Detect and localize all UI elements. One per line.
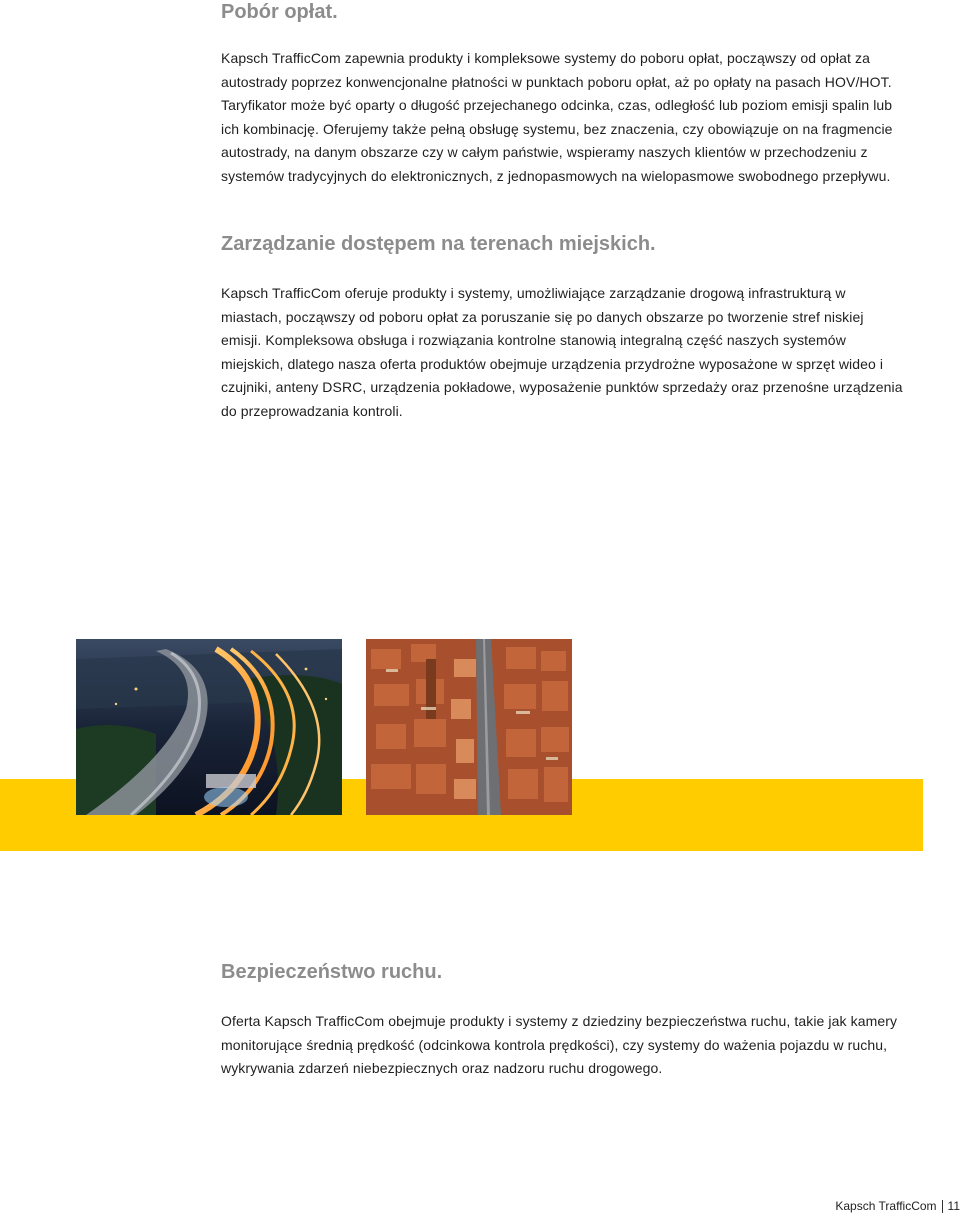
text-line: ich kombinację. Oferujemy także pełną obsługę systemu, bez znaczenia, czy obowiązuje on na fragmencie (221, 120, 893, 137)
highway-night-illustration (76, 639, 342, 815)
text-line: czujniki, anteny DSRC, urządzenia pokładowe, wyposażenie punktów sprzedaży oraz przenośne urządzenia (221, 379, 903, 395)
text-line: autostrady, na danym obszarze czy w całym państwie, wspieramy naszych klientów w przechodzeniu z (221, 144, 868, 160)
text-line: autostrady poprzez konwencjonalne płatności w punktach poboru opłat, aż po opłaty na pasach HOV/HOT. (221, 73, 892, 90)
text-line: miastach, począwszy od poboru opłat za poruszanie się po danych obszarze po tworzenie stref niskiej (221, 308, 864, 325)
text-line: Taryfikator może być oparty o długość przejechanego odcinka, czas, odległość lub poziom emisji spalin lub (221, 97, 893, 113)
section-heading-urban-access: Zarządzanie dostępem na terenach miejskich. (221, 233, 656, 255)
section-body-toll-collection (221, 47, 933, 188)
highway-night-photo (76, 639, 342, 815)
page-number: 11 (947, 1199, 960, 1213)
city-aerial-photo (366, 639, 572, 815)
text-line: miejskich, dlatego nasza oferta produktów obejmuje urządzenia przydrożne wyposażone w sprzęt wideo i (221, 355, 884, 372)
section-body-road-safety (221, 1010, 933, 1081)
text-line: Kapsch TrafficCom oferuje produkty i systemy, umożliwiające zarządzanie drogową infrastrukturą w (221, 285, 846, 301)
footer-company: Kapsch TrafficCom (835, 1199, 937, 1213)
text-line: monitorujące średnią prędkość (odcinkowa kontrola prędkości), czy systemy do ważenia pojazdu w ruchu, (221, 1036, 888, 1053)
city-rooftops-illustration (366, 639, 572, 815)
section-heading-toll-collection: Pobór opłat. (221, 1, 338, 23)
section-body-urban-access (221, 282, 933, 423)
text-line: do przeprowadzania kontroli. (221, 402, 403, 419)
section-heading-road-safety: Bezpieczeństwo ruchu. (221, 961, 443, 983)
text-line: Oferta Kapsch TrafficCom obejmuje produkty i systemy z dziedziny bezpieczeństwa ruchu, takie jak kamery (221, 1013, 898, 1029)
text-line: Kapsch TrafficCom zapewnia produkty i kompleksowe systemy do poboru opłat, począwszy od opłat za (221, 50, 870, 66)
text-line: systemów tradycyjnych do elektronicznych, z jednopasmowych na wielopasmowe swobodnego przepływu. (221, 167, 891, 184)
text-line: emisji. Kompleksowa obsługa i rozwiązania kontrolne stanowią integralną część naszych systemów (221, 332, 846, 348)
text-line: wykrywania zdarzeń niebezpiecznych oraz nadzoru ruchu drogowego. (221, 1060, 663, 1076)
page-footer (835, 1198, 960, 1214)
footer-divider (942, 1200, 943, 1213)
